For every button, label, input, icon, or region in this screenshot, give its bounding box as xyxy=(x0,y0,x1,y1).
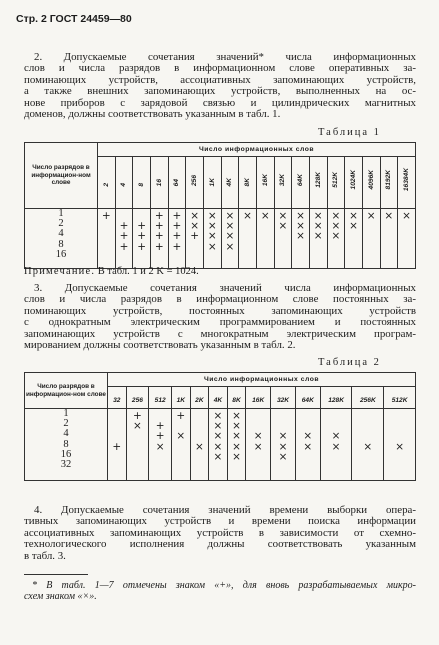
paragraph-4-line: ассоциативных запоминающих устройств в зависимости от схемно- xyxy=(24,526,416,539)
column-header-label: 16K xyxy=(252,396,265,404)
column-header xyxy=(274,157,292,209)
table-column-cells xyxy=(98,209,116,269)
column-header xyxy=(345,157,363,209)
column-header xyxy=(149,387,172,409)
empty-mark xyxy=(191,421,209,431)
empty-mark xyxy=(384,452,415,462)
cross-mark: × xyxy=(232,450,241,463)
row-header: Число разрядов в информацион-ном слове xyxy=(25,143,98,209)
cross-mark: × xyxy=(232,420,241,433)
column-header-label: 4K xyxy=(226,178,234,187)
table-column-cells xyxy=(115,209,133,269)
cross-mark: × xyxy=(213,450,223,463)
empty-mark xyxy=(398,252,415,262)
column-header xyxy=(246,387,271,409)
paragraph-3-line: запоминающих устройств с многократным электрическим програм- xyxy=(24,327,416,340)
table-column-cells xyxy=(352,409,384,481)
empty-mark xyxy=(352,411,383,421)
empty-mark xyxy=(191,452,209,462)
table-column-cells xyxy=(227,409,246,481)
column-header-label: 256K xyxy=(359,396,376,404)
column-header-label: 1024K xyxy=(350,170,358,190)
table-column-cells xyxy=(256,209,274,269)
cross-mark: × xyxy=(207,220,217,233)
column-header xyxy=(398,157,416,209)
empty-mark xyxy=(384,462,415,472)
paragraph-3-line: с однократным электрическим программированием и постоянных xyxy=(24,316,416,329)
paragraph-3-line: поминающих устройств, постоянных запоминающих устройств xyxy=(24,304,416,317)
column-header-label: 8K xyxy=(232,396,241,404)
column-header xyxy=(126,387,149,409)
cross-mark: × xyxy=(225,240,235,253)
empty-mark xyxy=(228,462,246,472)
cross-mark: × xyxy=(296,210,305,222)
column-header xyxy=(133,157,151,209)
empty-mark xyxy=(98,231,115,241)
empty-mark xyxy=(108,452,126,462)
cross-mark: × xyxy=(296,230,305,243)
cross-mark: × xyxy=(225,220,235,233)
empty-mark xyxy=(239,221,256,231)
column-header xyxy=(203,157,221,209)
column-header-label: 64K xyxy=(301,396,314,404)
cross-mark: × xyxy=(363,440,373,453)
cross-mark: × xyxy=(313,220,323,233)
cross-mark: × xyxy=(213,420,223,433)
row-label: 4 xyxy=(63,428,69,440)
paragraph-3-line: 3. Допускаемые сочетания значений числа информационных xyxy=(34,282,416,294)
empty-mark xyxy=(384,421,415,431)
empty-mark xyxy=(296,411,320,421)
plus-mark: + xyxy=(172,230,182,243)
empty-mark xyxy=(296,462,320,472)
cross-mark: × xyxy=(313,230,323,243)
column-header xyxy=(186,157,204,209)
table-1 xyxy=(24,142,416,269)
plus-mark: + xyxy=(112,440,122,453)
row-label: 8 xyxy=(63,438,69,450)
column-header-label: 16384K xyxy=(403,168,411,192)
empty-mark xyxy=(363,221,380,231)
plus-mark: + xyxy=(119,230,129,243)
table-column-cells xyxy=(133,209,151,269)
plus-mark: + xyxy=(119,220,129,233)
table-column-cells xyxy=(274,209,292,269)
table-column-cells xyxy=(221,209,239,269)
table-column-cells xyxy=(380,209,398,269)
column-header xyxy=(172,387,191,409)
paragraph-4 xyxy=(24,505,416,562)
table-column-cells xyxy=(168,209,186,269)
table-column-cells xyxy=(292,209,310,269)
cross-mark: × xyxy=(278,220,288,233)
paragraph-2-line: доменов, должны соответствовать указанным в табл. 1. xyxy=(24,108,281,121)
note-label: Примечание. xyxy=(24,266,96,277)
cross-mark: × xyxy=(207,210,217,222)
plus-mark: + xyxy=(133,410,142,422)
column-header xyxy=(168,157,186,209)
column-header xyxy=(384,387,416,409)
table-2-caption: Таблица 2 xyxy=(318,357,381,368)
plus-mark: + xyxy=(172,210,182,222)
note-text: В табл. 1 и 2 K = 1024. xyxy=(95,266,199,277)
plus-mark: + xyxy=(154,240,164,253)
paragraph-4-line: технологического исполнения должны соответствовать указанным xyxy=(24,538,416,551)
row-labels xyxy=(25,409,108,481)
cross-mark: × xyxy=(225,230,235,243)
paragraph-4-line: в табл. 3. xyxy=(24,549,66,562)
column-header-label: 512K xyxy=(332,172,340,188)
column-header xyxy=(256,157,274,209)
empty-mark xyxy=(398,221,415,231)
table-column-cells xyxy=(172,409,191,481)
column-header xyxy=(352,387,384,409)
column-header-label: 4096K xyxy=(367,170,375,190)
column-header-label: 128K xyxy=(328,396,344,404)
column-header-label: 128K xyxy=(314,172,322,188)
table-column-cells xyxy=(295,409,320,481)
table-column-cells xyxy=(362,209,380,269)
empty-mark xyxy=(257,252,274,262)
empty-mark xyxy=(172,462,190,472)
empty-mark xyxy=(186,242,203,252)
empty-mark xyxy=(292,242,309,252)
row-label: 4 xyxy=(58,228,64,240)
cross-mark: × xyxy=(349,210,358,222)
plus-mark: + xyxy=(137,230,147,243)
empty-mark xyxy=(191,462,209,472)
footnote-rule xyxy=(24,574,88,575)
plus-mark: + xyxy=(154,230,164,243)
table-column-cells xyxy=(108,409,127,481)
empty-mark xyxy=(239,252,256,262)
table-column-cells xyxy=(209,409,228,481)
footnote-line: схем знаком «×». xyxy=(24,591,97,602)
cross-mark: × xyxy=(225,210,235,222)
plus-mark: + xyxy=(119,240,129,253)
table-column-cells xyxy=(384,409,416,481)
table-column-cells xyxy=(149,409,172,481)
column-header-label: 16K xyxy=(261,174,269,187)
plus-mark: + xyxy=(155,420,165,433)
empty-mark xyxy=(246,462,270,472)
cross-mark: × xyxy=(331,430,341,443)
cross-mark: × xyxy=(278,440,288,453)
empty-mark xyxy=(127,452,149,462)
paragraph-3-line: слов и числа разрядов в информационном слове постоянных за- xyxy=(24,293,416,306)
empty-mark xyxy=(246,411,270,421)
empty-mark xyxy=(257,242,274,252)
column-header-label: 32K xyxy=(276,396,290,404)
empty-mark xyxy=(127,442,149,452)
plus-mark: + xyxy=(190,230,200,243)
cross-mark: × xyxy=(395,440,404,453)
column-group-header: Число информационных слов xyxy=(108,373,416,387)
table-column-cells xyxy=(271,409,296,481)
empty-mark xyxy=(363,242,380,252)
table-note xyxy=(24,266,199,277)
empty-mark xyxy=(222,252,239,262)
empty-mark xyxy=(257,221,274,231)
row-label: 8 xyxy=(58,238,64,250)
empty-mark xyxy=(345,252,362,262)
cross-mark: × xyxy=(303,430,313,443)
table-column-cells xyxy=(246,409,271,481)
column-header xyxy=(221,157,239,209)
table-column-cells xyxy=(320,409,352,481)
page-header: Стр. 2 ГОСТ 24459—80 xyxy=(16,13,132,25)
cross-mark: × xyxy=(313,210,323,222)
column-header xyxy=(327,157,345,209)
empty-mark xyxy=(363,231,380,241)
column-header-label: 32 xyxy=(113,396,121,404)
column-header xyxy=(295,387,320,409)
empty-mark xyxy=(98,252,115,262)
table-2 xyxy=(24,372,416,481)
table-1-caption: Таблица 1 xyxy=(318,127,381,138)
table-column-cells xyxy=(398,209,416,269)
empty-mark xyxy=(321,462,352,472)
cross-mark: × xyxy=(278,210,288,222)
cross-mark: × xyxy=(133,420,142,433)
cross-mark: × xyxy=(232,410,241,422)
paragraph-2-line: нове приборов с зарядовой связью и цилиндрических магнитных xyxy=(24,96,416,109)
table-column-cells xyxy=(186,209,204,269)
empty-mark xyxy=(172,442,190,452)
empty-mark xyxy=(108,421,126,431)
cross-mark: × xyxy=(194,440,204,453)
empty-mark xyxy=(345,231,362,241)
table-column-cells xyxy=(327,209,345,269)
column-header-label: 8K xyxy=(244,178,252,187)
cross-mark: × xyxy=(331,230,341,243)
empty-mark xyxy=(321,411,352,421)
row-header: Число разрядов в информацион-ном слове xyxy=(25,373,108,409)
column-header xyxy=(98,157,116,209)
empty-mark xyxy=(352,462,383,472)
table-column-cells xyxy=(345,209,363,269)
column-header-label: 4 xyxy=(120,182,128,187)
table-column-cells xyxy=(203,209,221,269)
cross-mark: × xyxy=(296,220,305,233)
paragraph-2-line: поминающих устройств, ассоциативных запоминающих устройств, xyxy=(24,73,416,86)
plus-mark: + xyxy=(137,240,147,253)
cross-mark: × xyxy=(349,220,358,233)
column-header xyxy=(108,387,127,409)
cross-mark: × xyxy=(331,220,341,233)
plus-mark: + xyxy=(155,430,165,443)
cross-mark: × xyxy=(232,440,241,453)
cross-mark: × xyxy=(190,220,200,233)
column-header-label: 8 xyxy=(138,182,146,187)
empty-mark xyxy=(292,252,309,262)
empty-mark xyxy=(310,242,327,252)
empty-mark xyxy=(310,252,327,262)
column-header-label: 4K xyxy=(213,396,223,404)
cross-mark: × xyxy=(155,440,165,453)
empty-mark xyxy=(127,462,149,472)
plus-mark: + xyxy=(137,220,147,233)
table-column-cells xyxy=(126,409,149,481)
plus-mark: + xyxy=(101,210,111,222)
empty-mark xyxy=(209,462,227,472)
empty-mark xyxy=(127,431,149,441)
empty-mark xyxy=(275,242,292,252)
column-header xyxy=(271,387,296,409)
column-header-label: 1K xyxy=(176,396,186,404)
plus-mark: + xyxy=(176,410,186,422)
empty-mark xyxy=(328,242,345,252)
empty-mark xyxy=(398,231,415,241)
empty-mark xyxy=(98,242,115,252)
empty-mark xyxy=(108,411,126,421)
empty-mark xyxy=(321,452,352,462)
table-column-cells xyxy=(190,409,209,481)
paragraph-2 xyxy=(24,52,416,120)
column-header xyxy=(227,387,246,409)
footnote-line: * В табл. 1—7 отмечены знаком «+», для вновь разрабатываемых микро- xyxy=(32,580,416,591)
column-group-header: Число информационных слов xyxy=(98,143,416,157)
empty-mark xyxy=(384,411,415,421)
empty-mark xyxy=(257,231,274,241)
paragraph-4-line: тивных запоминающих устройств и времени поиска информации xyxy=(24,515,416,528)
column-header xyxy=(115,157,133,209)
paragraph-2-line: а также внешних запоминающих устройств, выполненных на ос- xyxy=(24,85,416,98)
plus-mark: + xyxy=(154,220,164,233)
empty-mark xyxy=(328,252,345,262)
column-header xyxy=(362,157,380,209)
column-header-label: 64K xyxy=(297,174,305,187)
row-label: 32 xyxy=(60,458,72,470)
row-label: 1 xyxy=(63,408,69,419)
column-header xyxy=(190,387,209,409)
empty-mark xyxy=(149,452,171,462)
empty-mark xyxy=(352,421,383,431)
column-header-label: 64 xyxy=(173,179,181,187)
empty-mark xyxy=(271,462,295,472)
empty-mark xyxy=(381,231,398,241)
paragraph-3-line: мированием должны соответствовать указанным в табл. 2. xyxy=(24,339,296,352)
empty-mark xyxy=(275,252,292,262)
cross-mark: × xyxy=(253,440,263,453)
column-header-label: 8192K xyxy=(385,170,393,190)
empty-mark xyxy=(204,252,221,262)
column-header-label: 16 xyxy=(155,179,163,187)
empty-mark xyxy=(108,462,126,472)
empty-mark xyxy=(191,411,209,421)
row-labels xyxy=(25,209,98,269)
cross-mark: × xyxy=(384,210,394,222)
column-header xyxy=(292,157,310,209)
empty-mark xyxy=(345,242,362,252)
column-header xyxy=(320,387,352,409)
cross-mark: × xyxy=(278,430,288,443)
empty-mark xyxy=(296,452,320,462)
empty-mark xyxy=(98,221,115,231)
cross-mark: × xyxy=(331,440,341,453)
column-header-label: 256 xyxy=(131,396,143,404)
column-header-label: 32K xyxy=(279,174,287,187)
empty-mark xyxy=(186,252,203,262)
cross-mark: × xyxy=(303,440,313,453)
column-header-label: 2 xyxy=(102,182,110,187)
plus-mark: + xyxy=(172,240,182,253)
cross-mark: × xyxy=(331,210,341,222)
column-header xyxy=(150,157,168,209)
table-column-cells xyxy=(239,209,257,269)
paragraph-2-line: слов и числа разрядов в информационном слове оперативных за- xyxy=(24,62,416,75)
empty-mark xyxy=(381,242,398,252)
cross-mark: × xyxy=(213,410,223,422)
column-header xyxy=(309,157,327,209)
empty-mark xyxy=(149,462,171,472)
cross-mark: × xyxy=(243,210,252,222)
empty-mark xyxy=(363,252,380,262)
row-label: 2 xyxy=(63,418,69,430)
empty-mark xyxy=(116,252,133,262)
column-header xyxy=(380,157,398,209)
empty-mark xyxy=(239,231,256,241)
row-label: 1 xyxy=(58,208,64,219)
empty-mark xyxy=(271,411,295,421)
row-label: 2 xyxy=(58,218,64,230)
empty-mark xyxy=(381,252,398,262)
cross-mark: × xyxy=(253,430,263,443)
cross-mark: × xyxy=(207,230,217,243)
row-label: 16 xyxy=(55,248,67,260)
cross-mark: × xyxy=(366,210,376,222)
cross-mark: × xyxy=(207,240,217,253)
column-header-label: 256 xyxy=(191,175,199,187)
table-column-cells xyxy=(150,209,168,269)
table-column-cells xyxy=(309,209,327,269)
column-header-label: 512K xyxy=(391,396,408,404)
column-header-label: 512 xyxy=(154,396,166,404)
empty-mark xyxy=(239,242,256,252)
empty-mark xyxy=(352,452,383,462)
empty-mark xyxy=(169,252,186,262)
empty-mark xyxy=(246,452,270,462)
paragraph-3 xyxy=(24,283,416,351)
empty-mark xyxy=(381,221,398,231)
cross-mark: × xyxy=(213,430,223,443)
column-header xyxy=(239,157,257,209)
column-header-label: 2K xyxy=(195,396,204,404)
cross-mark: × xyxy=(260,210,270,222)
cross-mark: × xyxy=(190,210,200,222)
empty-mark xyxy=(133,252,150,262)
footnote xyxy=(24,580,416,602)
cross-mark: × xyxy=(176,430,186,443)
empty-mark xyxy=(398,242,415,252)
cross-mark: × xyxy=(213,440,223,453)
paragraph-4-line: 4. Допускаемые сочетания значений времени выборки опера- xyxy=(34,504,416,516)
cross-mark: × xyxy=(232,430,241,443)
empty-mark xyxy=(151,252,168,262)
column-header xyxy=(209,387,228,409)
plus-mark: + xyxy=(172,220,182,233)
empty-mark xyxy=(172,452,190,462)
cross-mark: × xyxy=(278,450,288,463)
plus-mark: + xyxy=(154,210,164,222)
cross-mark: × xyxy=(402,210,411,222)
empty-mark xyxy=(275,231,292,241)
paragraph-2-line: 2. Допускаемые сочетания значений* числа информационных xyxy=(34,51,416,63)
column-header-label: 1K xyxy=(208,178,216,187)
row-label: 16 xyxy=(60,448,72,460)
